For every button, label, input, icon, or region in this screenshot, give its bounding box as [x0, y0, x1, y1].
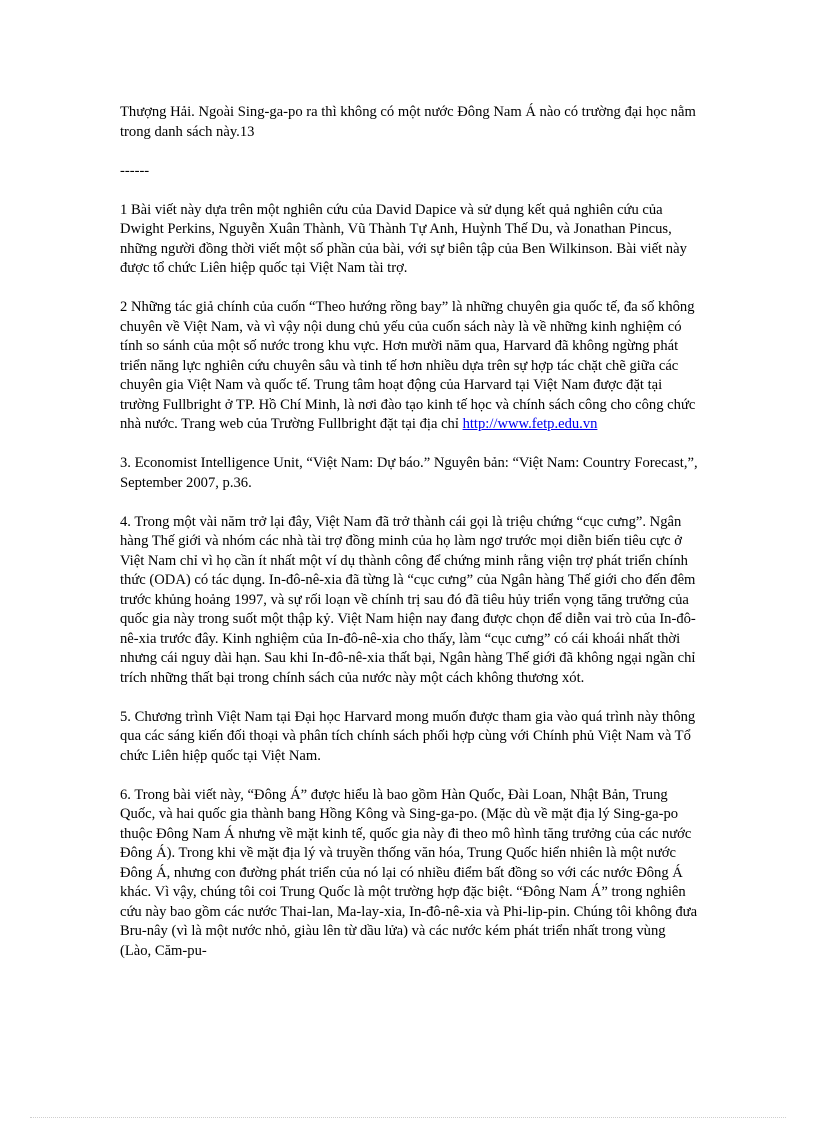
footnote-2: [120, 298, 698, 435]
document-body: [120, 103, 698, 981]
footnote-4: 4. Trong một vài năm trở lại đây, Việt Nam đã trở thành cái gọi là triệu chứng “cục cưng”. Ngân hàng Thế giới và nhóm các nhà tài trợ đồng minh của họ làm ngơ trước mọi diễn biến tiêu cực ở Việt Nam chỉ vì họ cần ít nhất một ví dụ thành công để chứng minh rằng viện trợ phát triển chính thức (ODA) có tác dụng. In-đô-nê-xia đã từng là “cục cưng” của Ngân hàng Thế giới cho đến đêm trước khủng hoảng 1997, và sự rối loạn về chính trị sau đó đã tiêu hủy triển vọng tăng trưởng của quốc gia này trong suốt một thập kỷ. Việt Nam hiện nay đang được chọn để diễn vai trò của In-đô-nê-xia trước đây. Kinh nghiệm của In-đô-nê-xia cho thấy, làm “cục cưng” có cái khoái nhất thời nhưng cái nguy dài hạn. Sau khi In-đô-nê-xia thất bại, Ngân hàng Thế giới đã không ngại ngần chỉ trích những thất bại trong chính sách của nước này một cách không thương xót.: [120, 513, 696, 686]
footnote-3: 3. Economist Intelligence Unit, “Việt Nam: Dự báo.” Nguyên bản: “Việt Nam: Country Forecast,”, September 2007, p.36.: [120, 455, 698, 491]
footnote-6: 6. Trong bài viết này, “Đông Á” được hiểu là bao gồm Hàn Quốc, Đài Loan, Nhật Bản, Trung Quốc, và hai quốc gia thành bang Hồng Kông và Sing-ga-po. (Mặc dù về mặt địa lý Sing-ga-po thuộc Đông Nam Á nhưng về mặt kinh tế, quốc gia này đi theo mô hình tăng trưởng của các nước Đông Á). Trong khi về mặt địa lý và truyền thống văn hóa, Trung Quốc hiển nhiên là một nước Đông Á, nhưng con đường phát triển của nó lại có nhiều điểm bất đồng so với các nước Đông Á khác. Vì vậy, chúng tôi coi Trung Quốc là một trường hợp đặc biệt. “Đông Nam Á” trong nghiên cứu này bao gồm các nước Thai-lan, Ma-lay-xia, In-đô-nê-xia và Phi-lip-pin. Chúng tôi không đưa Bru-nây (vì là một nước nhỏ, giàu lên từ dầu lửa) và các nước kém phát triển nhất trong vùng (Lào, Căm-pu-: [120, 786, 698, 959]
footnote-5: 5. Chương trình Việt Nam tại Đại học Harvard mong muốn được tham gia vào quá trình này thông qua các sáng kiến đối thoại và phân tích chính sách phối hợp cùng với Chính phủ Việt Nam và Tổ chức Liên hiệp quốc tại Việt Nam.: [120, 708, 696, 764]
page-bottom-border: [30, 1117, 786, 1118]
fetp-link[interactable]: http://www.fetp.edu.vn: [462, 416, 598, 432]
footnote-1: 1 Bài viết này dựa trên một nghiên cứu của David Dapice và sử dụng kết quả nghiên cứu của Dwight Perkins, Nguyễn Xuân Thành, Vũ Thành Tự Anh, Huỳnh Thế Du, và Jonathan Pincus, những người đồng thời viết một số phần của bài, với sự biên tập của Ben Wilkinson. Bài viết này được tổ chức Liên hiệp quốc tại Việt Nam tài trợ.: [120, 201, 687, 276]
footnote-2-text: 2 Những tác giả chính của cuốn “Theo hướng rồng bay” là những chuyên gia quốc tế, đa số không chuyên về Việt Nam, và vì vậy nội dung chủ yếu của cuốn sách này là về những kinh nghiệm có tính so sánh của một số nước trong khu vực. Hơn mười năm qua, Harvard đã không ngừng phát triển năng lực nghiên cứu chuyên sâu và tinh tế hơn nhiều dựa trên sự hợp tác chặt chẽ giữa các chuyên gia Việt Nam và quốc tế. Trung tâm hoạt động của Harvard tại Việt Nam được đặt tại trường Fullbright ở TP. Hồ Chí Minh, là nơi đào tạo kinh tế học và chính sách công cho công chức nhà nước. Trang web của Trường Fullbright đặt tại địa chỉ: [120, 299, 696, 432]
intro-paragraph: Thượng Hải. Ngoài Sing-ga-po ra thì không có một nước Đông Nam Á nào có trường đại học nằm trong danh sách này.13: [120, 104, 696, 140]
footnote-separator: ------: [120, 162, 150, 179]
